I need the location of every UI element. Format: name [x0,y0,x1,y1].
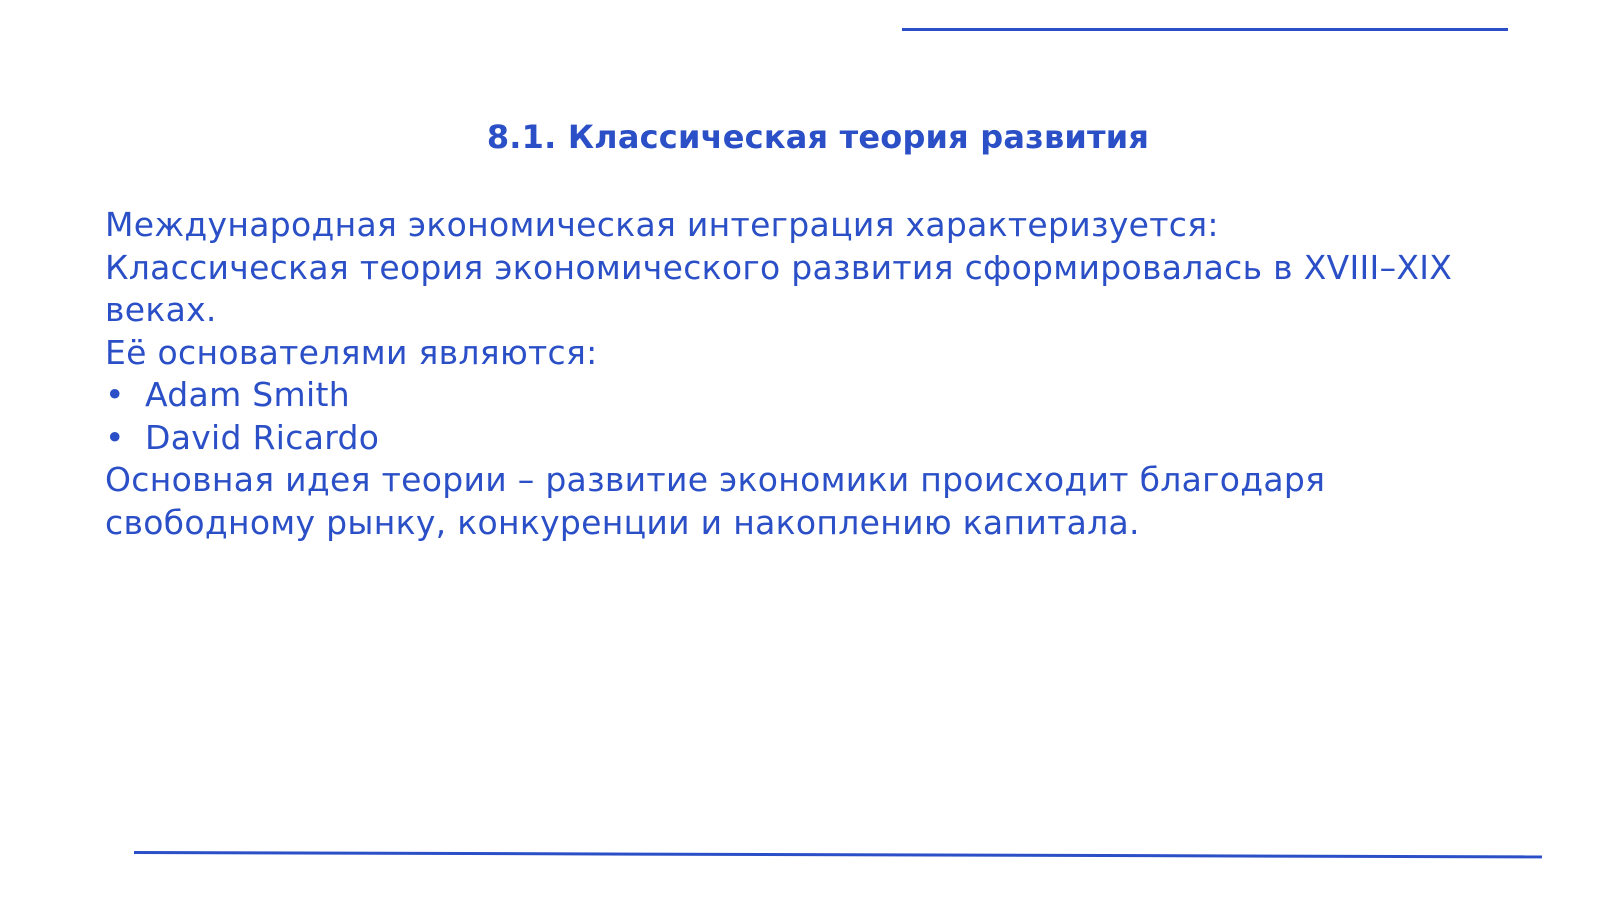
top-divider [902,28,1508,31]
slide-title: 8.1. Классическая теория развития [486,118,1150,156]
bullet-icon: • [105,375,125,414]
bullet-icon: • [105,417,125,457]
founders-intro-line: Её основателями являются: [105,332,598,372]
founders-list [105,374,1545,459]
list-item [105,374,1545,417]
bottom-divider [134,851,1542,858]
founder-name: David Ricardo [145,417,380,457]
founder-name: Adam Smith [145,375,350,414]
main-idea-line: Основная идея теории – развитие экономики происходит благодаря свободному рынку, конкуренции и накоплению капитала. [105,460,1326,542]
theory-origin-line: Классическая теория экономического развития сформировалась в XVIII–XIX веках. [105,247,1453,329]
slide-body [105,204,1545,544]
list-item [105,417,1545,460]
intro-line: Международная экономическая интеграция характеризуется: [105,205,1219,244]
